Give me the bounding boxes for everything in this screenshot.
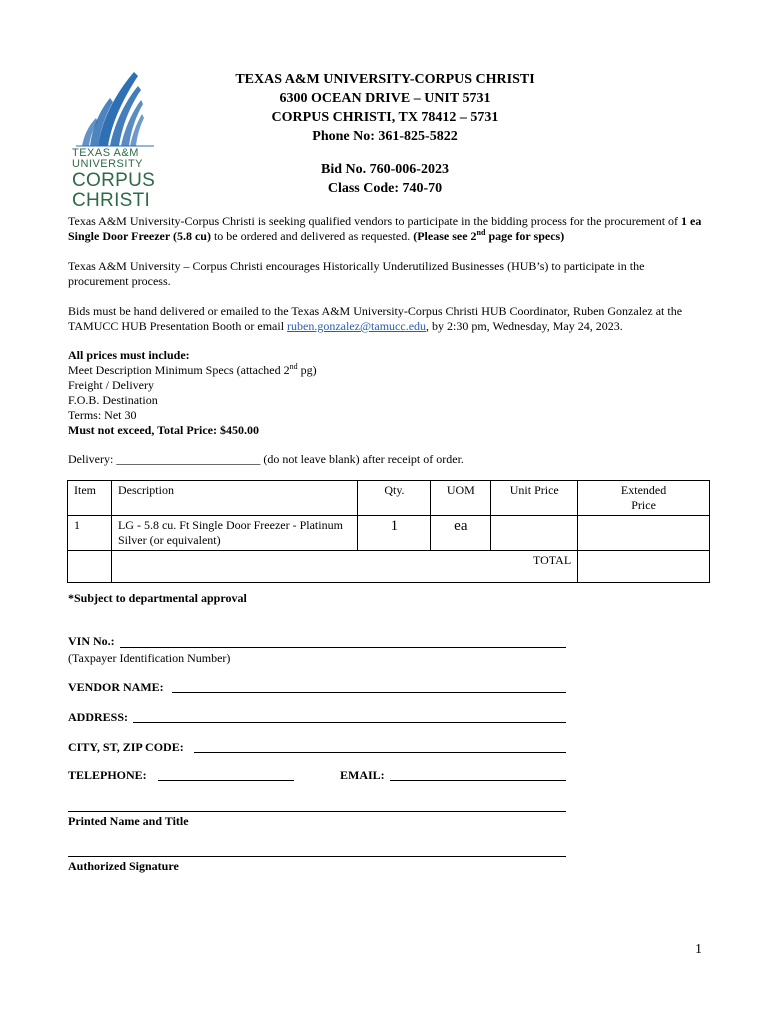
logo-line3: CORPUS [72,170,156,191]
header-university: TEXAS A&M UNIVERSITY-CORPUS CHRISTI [235,72,535,87]
approval-note: *Subject to departmental approval [68,591,247,605]
row-unit-price[interactable] [491,516,578,551]
intro-text-b: to be ordered and delivered as requested. [210,229,414,243]
total-label: TOTAL [111,551,577,583]
printed-name-line[interactable] [68,811,566,812]
row-description: LG - 5.8 cu. Ft Single Door Freezer - Platinum Silver (or equivalent) [111,516,358,551]
telephone-input-line[interactable] [158,780,294,781]
vendor-name-label: VENDOR NAME: [68,680,164,694]
coordinator-email-link[interactable]: ruben.gonzalez@tamucc.edu [287,319,427,333]
row-item: 1 [68,516,112,551]
submission-text-a: Bids must be hand delivered or emailed to the Texas A&M University-Corpus Christi HUB Coordinator, Ruben Gonzalez at the TAMUCC HUB Presentation Booth or email [68,304,683,333]
address-label: ADDRESS: [68,710,129,724]
price-limit: Must not exceed, Total Price: $450.00 [68,423,259,437]
delivery-label: Delivery: [68,452,114,466]
price-requirements [68,348,708,438]
col-unit-price: Unit Price [491,481,578,516]
price-item-specs: Meet Description Minimum Specs (attached 2nd pg) [68,362,317,377]
price-item-fob: F.O.B. Destination [68,393,158,407]
row-qty: 1 [358,516,431,551]
intro-note: (Please see 2nd page for specs) [413,228,565,243]
vendor-name-input-line[interactable] [172,692,566,693]
price-item-terms: Terms: Net 30 [68,408,137,422]
intro-text-a: Texas A&M University-Corpus Christi is seeking qualified vendors to participate in the bidding process for the procurement of [68,214,682,228]
header-phone: Phone No: 361-825-5822 [312,129,458,144]
vin-field [68,634,115,649]
city-input-line[interactable] [194,752,566,753]
delivery-blank[interactable]: ________________________ [116,452,261,466]
spec-table [67,480,710,583]
class-code: Class Code: 740-70 [327,181,443,196]
hub-paragraph: Texas A&M University – Corpus Christi encourages Historically Underutilized Businesses (HUB’s) to participate in the procurement process. [68,259,645,288]
signature-line[interactable] [68,856,566,857]
price-item-freight: Freight / Delivery [68,378,154,392]
header-city: CORPUS CHRISTI, TX 78412 – 5731 [271,110,499,125]
row-extended-price[interactable] [578,516,710,551]
intro-paragraph [68,214,708,244]
prices-heading: All prices must include: [68,348,190,362]
total-value[interactable] [578,551,710,583]
page-number: 1 [695,942,702,957]
submission-paragraph [68,304,708,334]
row-uom: ea [431,516,491,551]
col-description: Description [111,481,358,516]
col-item: Item [68,481,112,516]
vin-note: (Taxpayer Identification Number) [68,651,231,665]
delivery-suffix: (do not leave blank) after receipt of order. [263,452,464,466]
table-row [68,516,710,551]
document-header [170,70,600,146]
header-street: 6300 OCEAN DRIVE – UNIT 5731 [279,91,491,106]
vin-label: VIN No.: [68,634,115,648]
email-label: EMAIL: [340,768,385,782]
intro-item: 1 ea Single Door Freezer (5.8 cu) [68,214,702,243]
col-uom: UOM [431,481,491,516]
city-label: CITY, ST, ZIP CODE: [68,740,184,754]
telephone-label: TELEPHONE: [68,768,147,782]
logo-wordmark [72,148,172,210]
submission-text-b: , by 2:30 pm, Wednesday, May 24, 2023. [426,319,623,333]
table-total-row [68,551,710,583]
email-input-line[interactable] [390,780,566,781]
bid-number: Bid No. 760-006-2023 [321,162,449,177]
vin-input-line[interactable] [120,647,566,648]
signature-label: Authorized Signature [68,859,179,873]
logo-emblem [82,72,144,146]
table-header-row [68,481,710,516]
logo-line2: UNIVERSITY [72,158,144,170]
printed-name-label: Printed Name and Title [68,814,189,828]
logo-line1: TEXAS A&M [72,147,139,159]
col-qty: Qty. [358,481,431,516]
logo-line4: CHRISTI [72,190,151,211]
address-input-line[interactable] [133,722,566,723]
bid-info [170,160,600,198]
col-extended-price: Extended Price [578,481,710,516]
delivery-line [68,452,708,467]
